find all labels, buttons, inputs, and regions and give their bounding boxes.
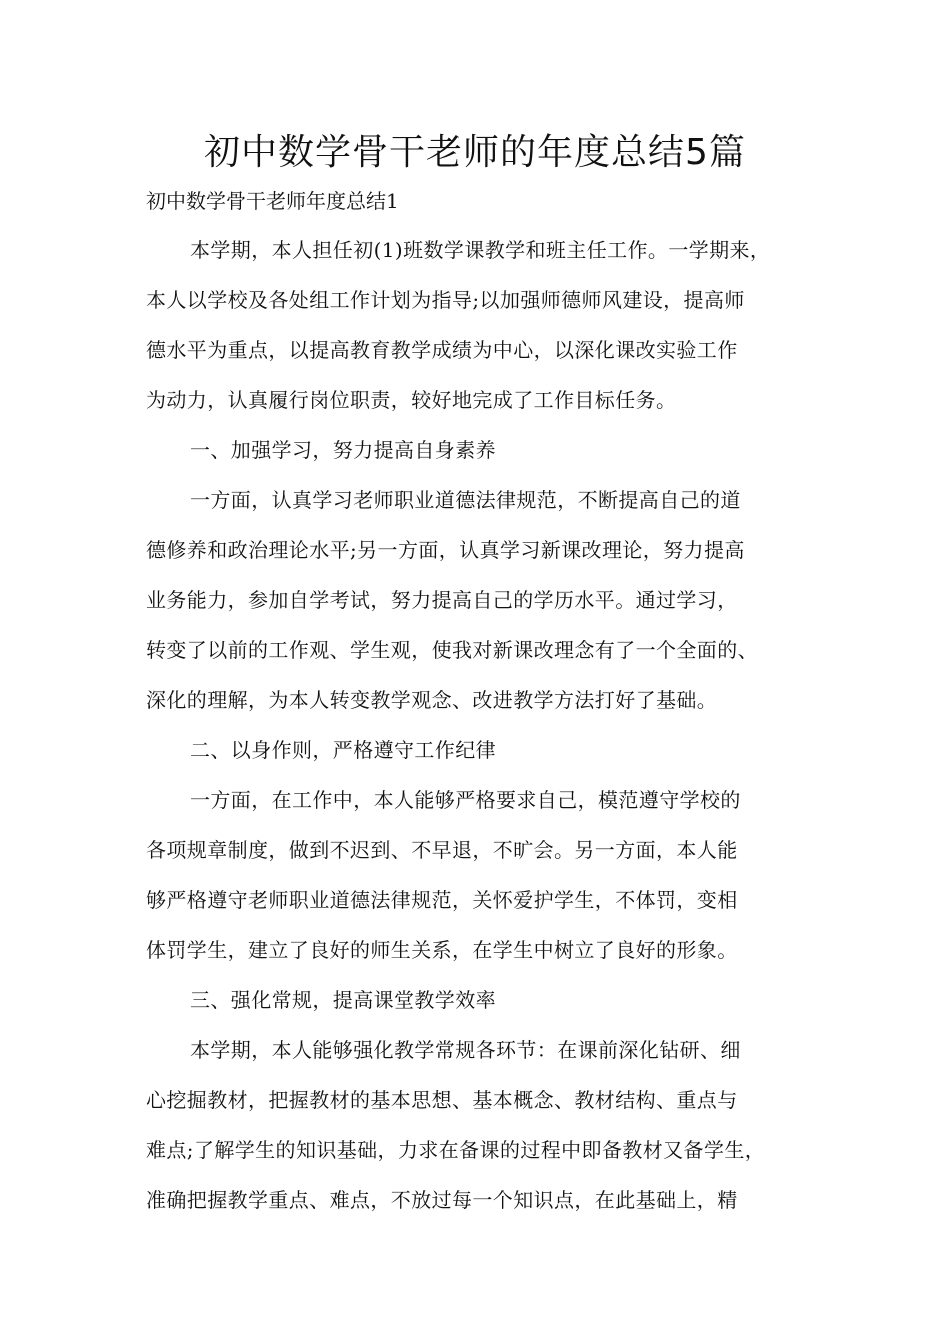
paragraph-line: 心挖掘教材，把握教材的基本思想、基本概念、教材结构、重点与	[146, 1088, 738, 1112]
paragraph-line: 够严格遵守老师职业道德法律规范，关怀爱护学生，不体罚，变相	[146, 888, 738, 912]
document-subtitle: 初中数学骨干老师年度总结1	[146, 189, 399, 213]
paragraph-line: 为动力，认真履行岗位职责，较好地完成了工作目标任务。	[146, 388, 677, 412]
paragraph-line: 准确把握教学重点、难点，不放过每一个知识点，在此基础上，精	[146, 1188, 738, 1212]
paragraph-line: 本学期，本人能够强化教学常规各环节：在课前深化钻研、细	[190, 1038, 741, 1062]
section-heading: 二、以身作则，严格遵守工作纪律	[190, 738, 496, 762]
document-title: 初中数学骨干老师的年度总结5篇	[204, 132, 746, 173]
paragraph-line: 一方面，在工作中，本人能够严格要求自己，模范遵守学校的	[190, 788, 741, 812]
section-heading: 一、加强学习，努力提高自身素养	[190, 438, 496, 462]
paragraph-line: 业务能力，参加自学考试，努力提高自己的学历水平。通过学习，	[146, 588, 738, 612]
paragraph-line: 难点;了解学生的知识基础，力求在备课的过程中即备教材又备学生，	[146, 1138, 766, 1162]
paragraph-line: 各项规章制度，做到不迟到、不早退，不旷会。另一方面，本人能	[146, 838, 738, 862]
paragraph-line: 深化的理解，为本人转变教学观念、改进教学方法打好了基础。	[146, 688, 718, 712]
paragraph-line: 本学期，本人担任初(1)班数学课教学和班主任工作。一学期来，	[190, 238, 771, 262]
paragraph-line: 体罚学生，建立了良好的师生关系，在学生中树立了良好的形象。	[146, 938, 738, 962]
paragraph-line: 德水平为重点，以提高教育教学成绩为中心，以深化课改实验工作	[146, 338, 738, 362]
paragraph-line: 德修养和政治理论水平;另一方面，认真学习新课改理论，努力提高	[146, 538, 745, 562]
paragraph-line: 一方面，认真学习老师职业道德法律规范，不断提高自己的道	[190, 488, 741, 512]
paragraph-line: 转变了以前的工作观、学生观，使我对新课改理念有了一个全面的、	[146, 638, 758, 662]
paragraph-line: 本人以学校及各处组工作计划为指导;以加强师德师风建设，提高师	[146, 288, 745, 312]
section-heading: 三、强化常规，提高课堂教学效率	[190, 988, 496, 1012]
